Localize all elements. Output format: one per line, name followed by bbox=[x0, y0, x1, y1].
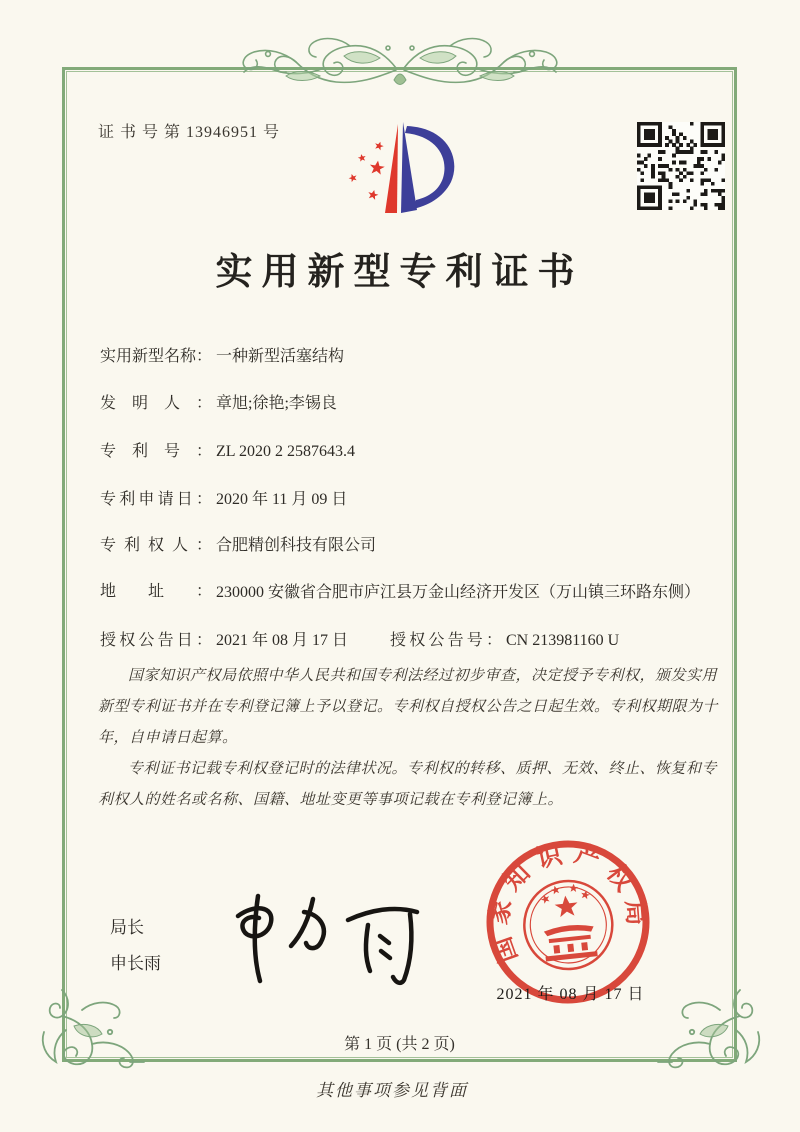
field-label: 实用新型名称： bbox=[100, 348, 213, 365]
bottom-left-flourish-icon bbox=[24, 988, 146, 1088]
field-value: 合肥精创科技有限公司 bbox=[216, 537, 377, 554]
field-value: CN 213981160 U bbox=[506, 632, 620, 649]
field-label: 专利申请日： bbox=[100, 491, 212, 508]
legal-paragraph-1: 国家知识产权局依照中华人民共和国专利法经过初步审查，决定授予专利权，颁发实用新型专利证书并在专利登记簿上予以登记。专利权自授权公告之日起生效。专利权期限为十年，自申请日起算。 bbox=[98, 668, 719, 746]
field-row-name bbox=[100, 345, 740, 369]
field-value: 章旭;徐艳;李锡良 bbox=[216, 395, 337, 412]
bottom-right-flourish-icon bbox=[656, 988, 778, 1088]
certificate-title: 实用新型专利证书 bbox=[215, 252, 584, 293]
qr-code bbox=[637, 122, 725, 210]
field-value: 2021 年 08 月 17 日 bbox=[216, 632, 349, 649]
field-label: 专利权人： bbox=[100, 537, 212, 554]
national-emblem-icon bbox=[520, 877, 617, 974]
field-row-grant bbox=[100, 629, 740, 653]
field-value: ZL 2020 2 2587643.4 bbox=[216, 443, 355, 460]
top-filigree-ornament-icon bbox=[180, 24, 620, 104]
field-row-patentee bbox=[100, 534, 740, 558]
field-row-address bbox=[100, 580, 740, 606]
legal-paragraph-2: 专利证书记载专利权登记时的法律状况。专利权的转移、质押、无效、终止、恢复和专利权人的姓名或名称、国籍、地址变更等事项记载在专利登记簿上。 bbox=[98, 761, 718, 808]
field-pair-grant-number bbox=[390, 629, 619, 653]
field-label: 授权公告日： bbox=[100, 632, 212, 649]
page-indicator: 第 1 页 (共 2 页) bbox=[344, 1036, 455, 1053]
back-side-note: 其他事项参见背面 bbox=[316, 1081, 468, 1100]
field-label: 专利号： bbox=[100, 443, 212, 460]
field-row-patent-number bbox=[100, 440, 740, 464]
seal-date: 2021 年 08 月 17 日 bbox=[496, 986, 645, 1003]
commissioner-signature-icon bbox=[220, 884, 430, 989]
field-label: 地址： bbox=[100, 583, 212, 600]
seal-ring-text: 国家知识产权局 bbox=[485, 839, 651, 966]
field-label: 授权公告号： bbox=[390, 632, 502, 649]
field-row-inventors bbox=[100, 392, 740, 416]
commissioner-name: 申长雨 bbox=[110, 954, 161, 973]
signoff-block bbox=[110, 910, 161, 982]
field-row-filing-date bbox=[100, 488, 740, 512]
field-label: 发明人： bbox=[100, 395, 212, 412]
legal-body-text bbox=[98, 661, 724, 816]
field-value: 2020 年 11 月 09 日 bbox=[216, 491, 348, 508]
field-value: 230000 安徽省合肥市庐江县万金山经济开发区（万山镇三环路东侧） bbox=[216, 584, 701, 601]
field-value: 一种新型活塞结构 bbox=[216, 348, 345, 365]
commissioner-title: 局长 bbox=[110, 918, 144, 937]
cnipa-patent-logo-icon bbox=[333, 102, 503, 234]
certificate-number: 证 书 号 第 13946951 号 bbox=[98, 124, 281, 141]
